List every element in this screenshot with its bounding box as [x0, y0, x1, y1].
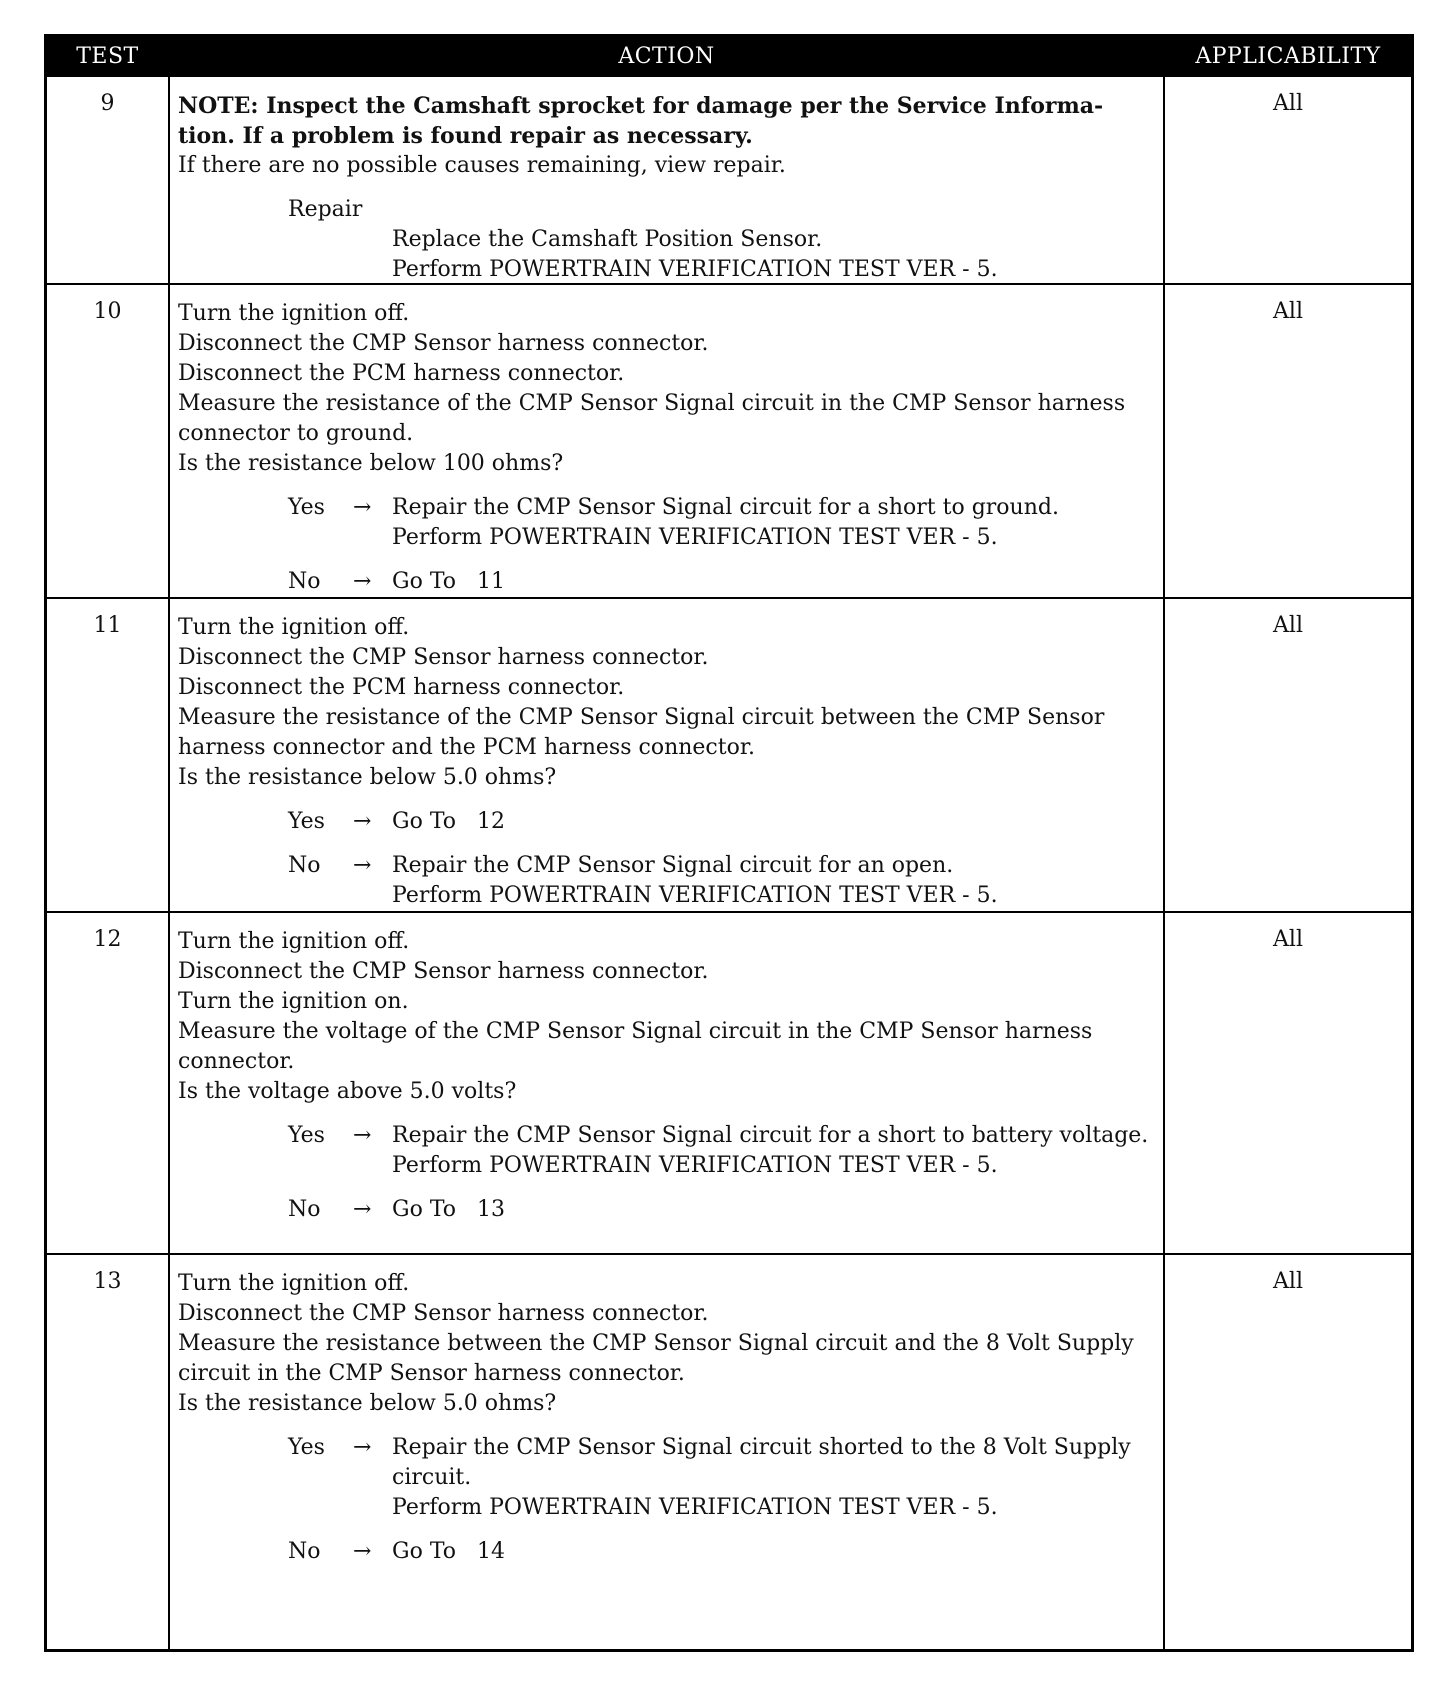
action-line: Is the resistance below 5.0 ohms? — [178, 765, 557, 790]
yes-line: Repair the CMP Sensor Signal circuit for a short to ground. — [392, 495, 1059, 520]
action-line: Disconnect the CMP Sensor harness connector. — [178, 645, 709, 670]
action-line: Measure the resistance of the CMP Sensor Signal circuit between the CMP Sensor harness connector and the PCM harness connector. — [178, 705, 1105, 760]
arrow-icon: → — [353, 569, 372, 594]
yes-label: Yes — [288, 495, 325, 520]
test-number: 12 — [93, 927, 122, 952]
test-number: 10 — [93, 299, 122, 324]
action-line: Measure the voltage of the CMP Sensor Signal circuit in the CMP Sensor harness connector. — [178, 1019, 1093, 1074]
yes-text — [392, 1433, 1158, 1523]
yes-label: Yes — [288, 1123, 325, 1148]
header-test: TEST — [76, 44, 139, 69]
yes-text — [392, 493, 1158, 553]
yes-branch — [178, 1433, 1158, 1523]
applicability-cell: All — [1273, 1269, 1303, 1294]
yes-line: Perform POWERTRAIN VERIFICATION TEST VER - 5. — [392, 1153, 998, 1178]
action-line: Turn the ignition off. — [178, 615, 410, 640]
arrow-icon: → — [353, 853, 372, 878]
arrow-icon: → — [353, 1123, 372, 1148]
repair-block — [178, 195, 1158, 285]
yes-text — [392, 807, 1158, 837]
action-cell — [178, 613, 1158, 911]
action-line: Is the voltage above 5.0 volts? — [178, 1079, 517, 1104]
applicability-cell: All — [1273, 613, 1303, 638]
no-line: Perform POWERTRAIN VERIFICATION TEST VER - 5. — [392, 883, 998, 908]
action-cell — [178, 927, 1158, 1225]
no-line: Repair the CMP Sensor Signal circuit for an open. — [392, 853, 954, 878]
table-row — [47, 285, 1411, 599]
test-number: 11 — [93, 613, 122, 638]
no-line: Go To 11 — [392, 569, 505, 594]
test-number: 13 — [93, 1269, 122, 1294]
yes-line: Perform POWERTRAIN VERIFICATION TEST VER - 5. — [392, 525, 998, 550]
no-text — [392, 1195, 1158, 1225]
no-branch — [178, 1195, 1158, 1225]
action-line: Turn the ignition on. — [178, 989, 409, 1014]
no-label: No — [288, 569, 321, 594]
action-line: Turn the ignition off. — [178, 301, 410, 326]
repair-line: Perform POWERTRAIN VERIFICATION TEST VER - 5. — [392, 257, 998, 282]
table-header — [47, 37, 1411, 77]
yes-line: Perform POWERTRAIN VERIFICATION TEST VER - 5. — [392, 1495, 998, 1520]
table-row — [47, 77, 1411, 285]
table-row — [47, 1255, 1411, 1649]
no-branch — [178, 1537, 1158, 1567]
action-line: Is the resistance below 100 ohms? — [178, 451, 564, 476]
note-text: NOTE: Inspect the Camshaft sprocket for damage per the Service Informa- tion. If a problem is found repair as necessary. — [178, 93, 1104, 149]
arrow-icon: → — [353, 1539, 372, 1564]
header-action: ACTION — [618, 44, 715, 69]
yes-line: Go To 12 — [392, 809, 505, 834]
action-line: Disconnect the CMP Sensor harness connector. — [178, 1301, 709, 1326]
arrow-icon: → — [353, 1435, 372, 1460]
applicability-cell: All — [1273, 299, 1303, 324]
no-text — [392, 851, 1158, 911]
no-text — [392, 1537, 1158, 1567]
no-line: Go To 13 — [392, 1197, 505, 1222]
repair-label: Repair — [288, 197, 363, 222]
no-label: No — [288, 853, 321, 878]
action-cell — [178, 1269, 1158, 1567]
yes-line: Repair the CMP Sensor Signal circuit for a short to battery voltage. — [392, 1123, 1149, 1148]
header-applicability: APPLICABILITY — [1195, 44, 1381, 69]
no-line: Go To 14 — [392, 1539, 505, 1564]
action-cell — [178, 91, 1158, 285]
action-line: Disconnect the PCM harness connector. — [178, 361, 625, 386]
arrow-icon: → — [353, 1197, 372, 1222]
no-label: No — [288, 1539, 321, 1564]
no-branch — [178, 851, 1158, 911]
applicability-cell: All — [1273, 927, 1303, 952]
table-row — [47, 913, 1411, 1255]
repair-line: Replace the Camshaft Position Sensor. — [392, 227, 823, 252]
no-text — [392, 567, 1158, 597]
diagnostic-table — [44, 34, 1414, 1652]
action-line: Turn the ignition off. — [178, 929, 410, 954]
applicability-cell: All — [1273, 91, 1303, 116]
yes-label: Yes — [288, 1435, 325, 1460]
action-line: Is the resistance below 5.0 ohms? — [178, 1391, 557, 1416]
arrow-icon: → — [353, 809, 372, 834]
yes-label: Yes — [288, 809, 325, 834]
test-number: 9 — [100, 91, 115, 116]
action-line: Turn the ignition off. — [178, 1271, 410, 1296]
yes-line: Repair the CMP Sensor Signal circuit shorted to the 8 Volt Supply circuit. — [392, 1435, 1131, 1490]
no-label: No — [288, 1197, 321, 1222]
action-line: Measure the resistance of the CMP Sensor Signal circuit in the CMP Sensor harness connector to ground. — [178, 391, 1126, 446]
repair-text — [392, 195, 1158, 285]
action-line: Disconnect the CMP Sensor harness connector. — [178, 959, 709, 984]
no-branch — [178, 567, 1158, 597]
action-line: Disconnect the PCM harness connector. — [178, 675, 625, 700]
yes-branch — [178, 807, 1158, 837]
arrow-icon: → — [353, 495, 372, 520]
yes-text — [392, 1121, 1158, 1181]
action-line: If there are no possible causes remaining, view repair. — [178, 153, 786, 178]
action-line: Measure the resistance between the CMP Sensor Signal circuit and the 8 Volt Supply circuit in the CMP Sensor harness connector. — [178, 1331, 1134, 1386]
action-line: Disconnect the CMP Sensor harness connector. — [178, 331, 709, 356]
table-row — [47, 599, 1411, 913]
action-cell — [178, 299, 1158, 597]
yes-branch — [178, 1121, 1158, 1181]
yes-branch — [178, 493, 1158, 553]
